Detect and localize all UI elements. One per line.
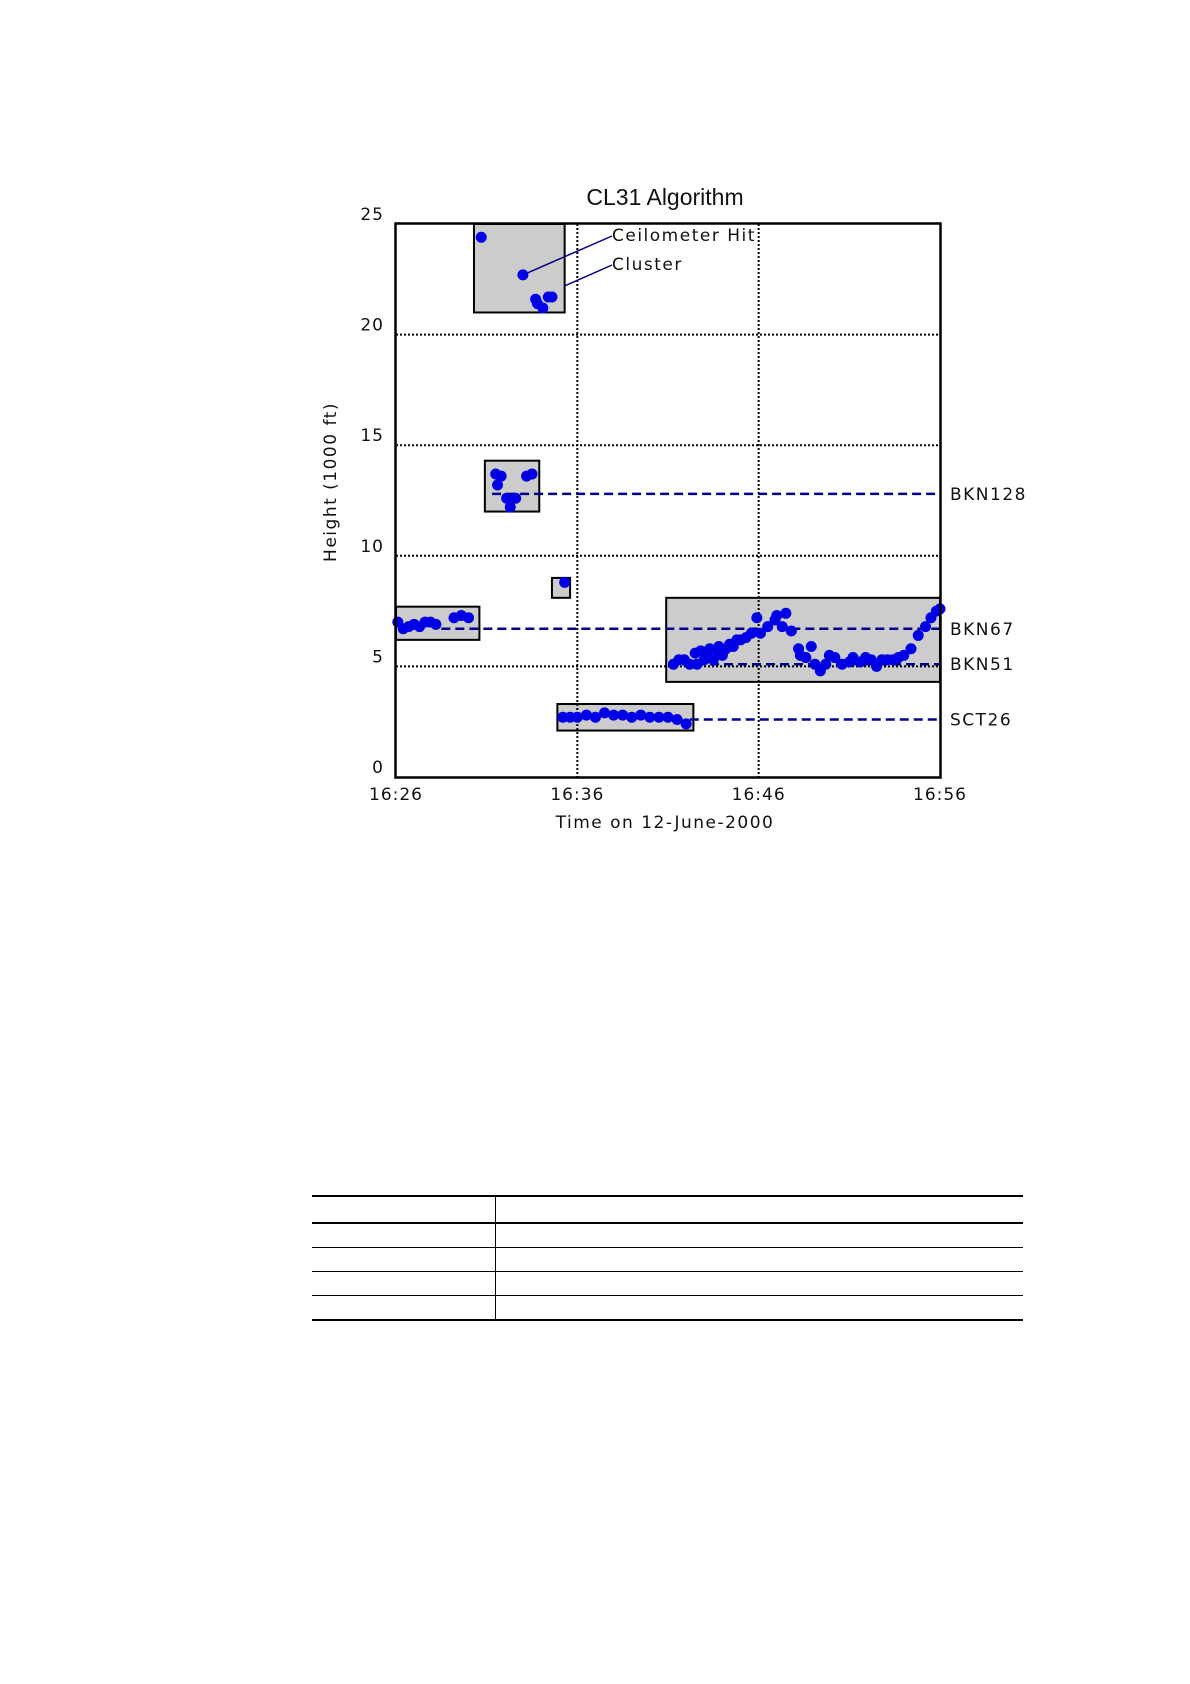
- ceilometer-hit-point: [806, 641, 817, 652]
- layer-label: BKN67: [950, 619, 1015, 640]
- table-cell: [496, 1272, 1024, 1296]
- table-row: [312, 1296, 1023, 1321]
- x-tick-label: 16:36: [550, 785, 605, 805]
- x-tick-label: 16:56: [913, 785, 967, 805]
- table-cell: [312, 1196, 496, 1223]
- y-tick-label: 0: [372, 758, 384, 778]
- ceilometer-hit-point: [786, 626, 797, 637]
- annotation-leader: [565, 265, 612, 286]
- ceilometer-hit-point: [751, 612, 762, 623]
- annotation-text: Ceilometer Hit: [612, 226, 756, 246]
- layer-label: BKN128: [950, 484, 1027, 505]
- layer-labels: [950, 485, 1027, 731]
- table-cell: [312, 1272, 496, 1296]
- ceilometer-hit-point: [517, 269, 528, 280]
- ceilometer-hit-point: [537, 303, 548, 314]
- ceilometer-hit-point: [780, 608, 791, 619]
- table-header-row: [312, 1196, 1023, 1223]
- y-tick-label: 20: [360, 315, 384, 336]
- table-row: [312, 1223, 1023, 1248]
- ceilometer-hit-point: [681, 718, 692, 729]
- ceilometer-hit-point: [476, 232, 487, 243]
- table-cell: [496, 1196, 1024, 1223]
- table-row: [312, 1248, 1023, 1272]
- layer-label: BKN51: [950, 655, 1015, 676]
- ceilometer-hit-point: [527, 468, 538, 479]
- ceilometer-hit-point: [800, 652, 811, 663]
- x-tick-label: 16:26: [369, 785, 423, 805]
- table-cell: [312, 1296, 496, 1321]
- y-axis-label: Height (1000 ft): [321, 402, 341, 562]
- x-tick-label: 16:46: [731, 785, 786, 805]
- table-cell: [312, 1223, 496, 1248]
- layer-label: SCT26: [950, 710, 1013, 731]
- ceilometer-hit-point: [510, 493, 521, 504]
- ceilometer-hit-point: [546, 291, 557, 302]
- empty-table: [312, 1195, 1023, 1321]
- table-cell: [496, 1248, 1024, 1272]
- ceilometer-hit-point: [559, 577, 570, 588]
- ceilometer-hit-point: [430, 619, 441, 630]
- ceilometer-hit-point: [913, 630, 924, 641]
- cluster-box: [666, 598, 940, 682]
- ceilometer-hit-point: [463, 612, 474, 623]
- ceilometer-hit-point: [496, 471, 507, 482]
- clusters: [396, 224, 940, 731]
- x-axis-label: Time on 12-June-2000: [555, 813, 775, 833]
- chart-title: CL31 Algorithm: [586, 184, 744, 210]
- y-tick-label: 10: [360, 536, 384, 557]
- y-tick-label: 25: [360, 205, 384, 225]
- table-cell: [496, 1296, 1024, 1321]
- y-tick-labels: [360, 205, 384, 778]
- ceilometer-hit-point: [905, 643, 916, 654]
- table-cell: [496, 1223, 1024, 1248]
- table-cell: [312, 1248, 496, 1272]
- annotation-text: Cluster: [612, 255, 683, 275]
- y-tick-label: 5: [372, 647, 384, 668]
- y-tick-label: 15: [360, 426, 384, 447]
- table-row: [312, 1272, 1023, 1296]
- x-tick-labels: [369, 785, 967, 805]
